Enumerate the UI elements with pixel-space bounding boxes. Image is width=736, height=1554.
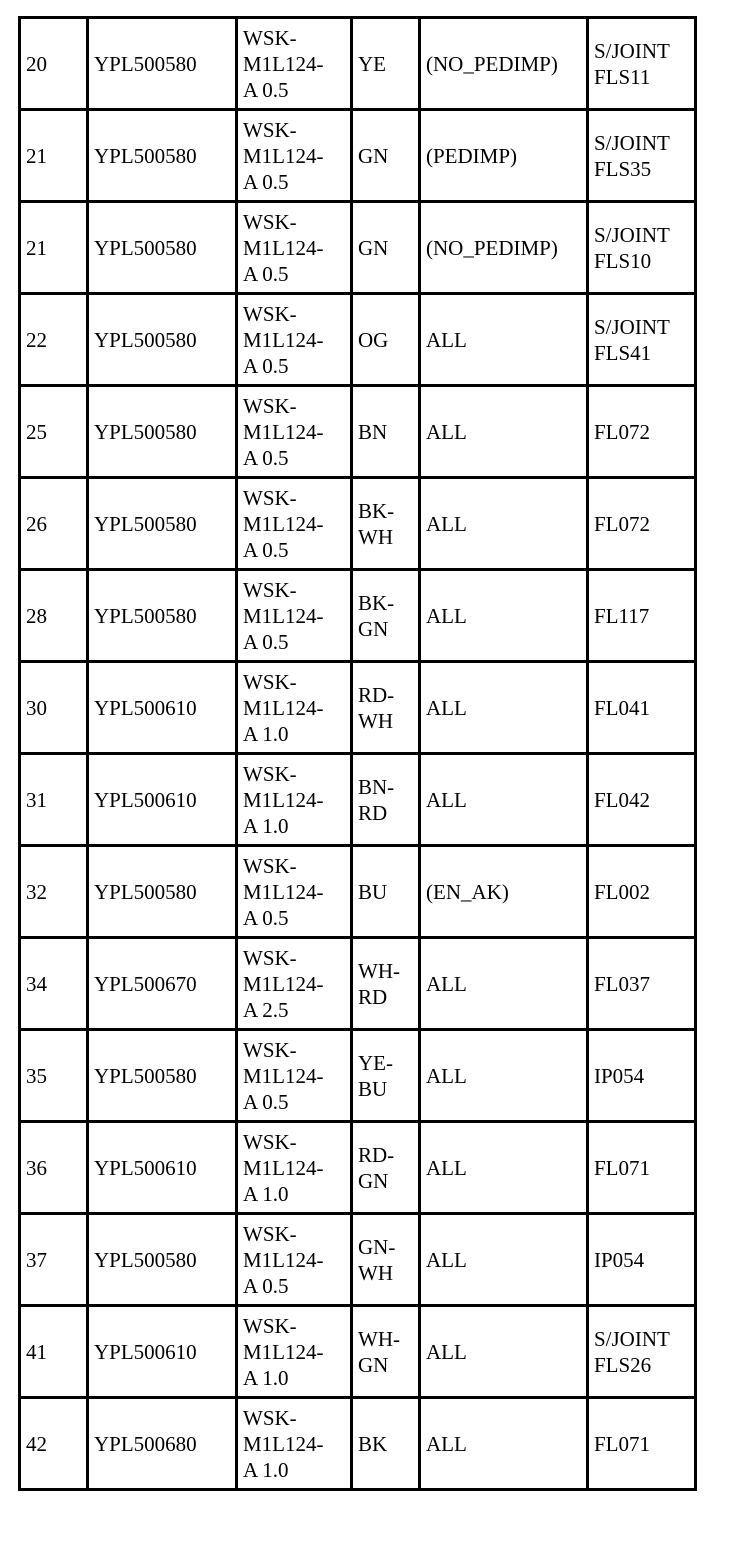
cell-part-number: YPL500580 bbox=[88, 110, 237, 202]
cell-wire-type: WSK- M1L124- A 1.0 bbox=[237, 1122, 352, 1214]
table-row bbox=[20, 1306, 696, 1398]
table-row bbox=[20, 1214, 696, 1306]
cell-circuit-number: 37 bbox=[20, 1214, 88, 1306]
cell-wire-color: BK bbox=[352, 1398, 420, 1490]
table-row bbox=[20, 202, 696, 294]
cell-connector: FL041 bbox=[588, 662, 696, 754]
cell-connector: FL072 bbox=[588, 386, 696, 478]
cell-part-number: YPL500680 bbox=[88, 1398, 237, 1490]
cell-option: ALL bbox=[420, 1398, 588, 1490]
cell-wire-type: WSK- M1L124- A 0.5 bbox=[237, 570, 352, 662]
cell-option: ALL bbox=[420, 294, 588, 386]
cell-connector: IP054 bbox=[588, 1030, 696, 1122]
cell-circuit-number: 25 bbox=[20, 386, 88, 478]
cell-part-number: YPL500580 bbox=[88, 202, 237, 294]
cell-part-number: YPL500610 bbox=[88, 1122, 237, 1214]
cell-connector: S/JOINT FLS26 bbox=[588, 1306, 696, 1398]
cell-circuit-number: 31 bbox=[20, 754, 88, 846]
cell-wire-color: RD- GN bbox=[352, 1122, 420, 1214]
table-row bbox=[20, 294, 696, 386]
cell-part-number: YPL500580 bbox=[88, 478, 237, 570]
cell-connector: S/JOINT FLS41 bbox=[588, 294, 696, 386]
cell-option: (NO_PEDIMP) bbox=[420, 202, 588, 294]
cell-connector: FL042 bbox=[588, 754, 696, 846]
cell-part-number: YPL500580 bbox=[88, 386, 237, 478]
cell-option: (PEDIMP) bbox=[420, 110, 588, 202]
cell-connector: FL002 bbox=[588, 846, 696, 938]
cell-connector: FL037 bbox=[588, 938, 696, 1030]
table-row bbox=[20, 386, 696, 478]
cell-connector: S/JOINT FLS10 bbox=[588, 202, 696, 294]
cell-option: ALL bbox=[420, 662, 588, 754]
cell-circuit-number: 36 bbox=[20, 1122, 88, 1214]
table-row bbox=[20, 1398, 696, 1490]
cell-connector: FL071 bbox=[588, 1122, 696, 1214]
table-row bbox=[20, 1030, 696, 1122]
cell-circuit-number: 35 bbox=[20, 1030, 88, 1122]
cell-wire-type: WSK- M1L124- A 0.5 bbox=[237, 1030, 352, 1122]
cell-wire-type: WSK- M1L124- A 2.5 bbox=[237, 938, 352, 1030]
cell-wire-color: GN- WH bbox=[352, 1214, 420, 1306]
cell-option: ALL bbox=[420, 478, 588, 570]
cell-option: ALL bbox=[420, 1214, 588, 1306]
cell-wire-color: YE bbox=[352, 18, 420, 110]
cell-circuit-number: 22 bbox=[20, 294, 88, 386]
table-row bbox=[20, 662, 696, 754]
cell-wire-type: WSK- M1L124- A 1.0 bbox=[237, 754, 352, 846]
cell-circuit-number: 28 bbox=[20, 570, 88, 662]
cell-wire-type: WSK- M1L124- A 0.5 bbox=[237, 110, 352, 202]
cell-wire-color: YE- BU bbox=[352, 1030, 420, 1122]
cell-connector: S/JOINT FLS11 bbox=[588, 18, 696, 110]
table-row bbox=[20, 110, 696, 202]
cell-part-number: YPL500580 bbox=[88, 1214, 237, 1306]
cell-part-number: YPL500580 bbox=[88, 294, 237, 386]
cell-part-number: YPL500580 bbox=[88, 846, 237, 938]
table-row bbox=[20, 754, 696, 846]
cell-connector: FL072 bbox=[588, 478, 696, 570]
cell-circuit-number: 21 bbox=[20, 202, 88, 294]
cell-circuit-number: 32 bbox=[20, 846, 88, 938]
cell-wire-type: WSK- M1L124- A 1.0 bbox=[237, 662, 352, 754]
cell-part-number: YPL500670 bbox=[88, 938, 237, 1030]
cell-part-number: YPL500580 bbox=[88, 570, 237, 662]
cell-wire-color: WH- RD bbox=[352, 938, 420, 1030]
table-row bbox=[20, 570, 696, 662]
cell-option: ALL bbox=[420, 938, 588, 1030]
cell-wire-color: BN- RD bbox=[352, 754, 420, 846]
cell-wire-type: WSK- M1L124- A 0.5 bbox=[237, 18, 352, 110]
cell-part-number: YPL500610 bbox=[88, 754, 237, 846]
cell-circuit-number: 20 bbox=[20, 18, 88, 110]
cell-wire-type: WSK- M1L124- A 0.5 bbox=[237, 202, 352, 294]
cell-option: ALL bbox=[420, 570, 588, 662]
cell-wire-color: GN bbox=[352, 202, 420, 294]
cell-circuit-number: 34 bbox=[20, 938, 88, 1030]
cell-part-number: YPL500580 bbox=[88, 1030, 237, 1122]
cell-connector: S/JOINT FLS35 bbox=[588, 110, 696, 202]
cell-option: ALL bbox=[420, 386, 588, 478]
cell-wire-type: WSK- M1L124- A 1.0 bbox=[237, 1398, 352, 1490]
cell-circuit-number: 42 bbox=[20, 1398, 88, 1490]
cell-wire-color: BU bbox=[352, 846, 420, 938]
cell-wire-type: WSK- M1L124- A 0.5 bbox=[237, 846, 352, 938]
cell-wire-color: GN bbox=[352, 110, 420, 202]
cell-part-number: YPL500580 bbox=[88, 18, 237, 110]
cell-wire-color: RD- WH bbox=[352, 662, 420, 754]
table-row bbox=[20, 1122, 696, 1214]
wire-table-body bbox=[20, 18, 696, 1490]
cell-wire-type: WSK- M1L124- A 1.0 bbox=[237, 1306, 352, 1398]
cell-wire-type: WSK- M1L124- A 0.5 bbox=[237, 386, 352, 478]
cell-wire-color: BK- GN bbox=[352, 570, 420, 662]
cell-wire-type: WSK- M1L124- A 0.5 bbox=[237, 478, 352, 570]
cell-wire-color: BK- WH bbox=[352, 478, 420, 570]
cell-circuit-number: 41 bbox=[20, 1306, 88, 1398]
cell-option: ALL bbox=[420, 754, 588, 846]
cell-circuit-number: 21 bbox=[20, 110, 88, 202]
cell-wire-type: WSK- M1L124- A 0.5 bbox=[237, 294, 352, 386]
cell-option: ALL bbox=[420, 1030, 588, 1122]
cell-option: (EN_AK) bbox=[420, 846, 588, 938]
cell-connector: FL117 bbox=[588, 570, 696, 662]
table-row bbox=[20, 938, 696, 1030]
cell-connector: FL071 bbox=[588, 1398, 696, 1490]
cell-part-number: YPL500610 bbox=[88, 1306, 237, 1398]
table-row bbox=[20, 846, 696, 938]
cell-part-number: YPL500610 bbox=[88, 662, 237, 754]
table-row bbox=[20, 478, 696, 570]
cell-circuit-number: 30 bbox=[20, 662, 88, 754]
cell-wire-color: BN bbox=[352, 386, 420, 478]
cell-option: ALL bbox=[420, 1122, 588, 1214]
cell-circuit-number: 26 bbox=[20, 478, 88, 570]
cell-connector: IP054 bbox=[588, 1214, 696, 1306]
cell-option: ALL bbox=[420, 1306, 588, 1398]
cell-option: (NO_PEDIMP) bbox=[420, 18, 588, 110]
cell-wire-type: WSK- M1L124- A 0.5 bbox=[237, 1214, 352, 1306]
wire-table bbox=[18, 16, 697, 1491]
cell-wire-color: WH- GN bbox=[352, 1306, 420, 1398]
table-row bbox=[20, 18, 696, 110]
cell-wire-color: OG bbox=[352, 294, 420, 386]
